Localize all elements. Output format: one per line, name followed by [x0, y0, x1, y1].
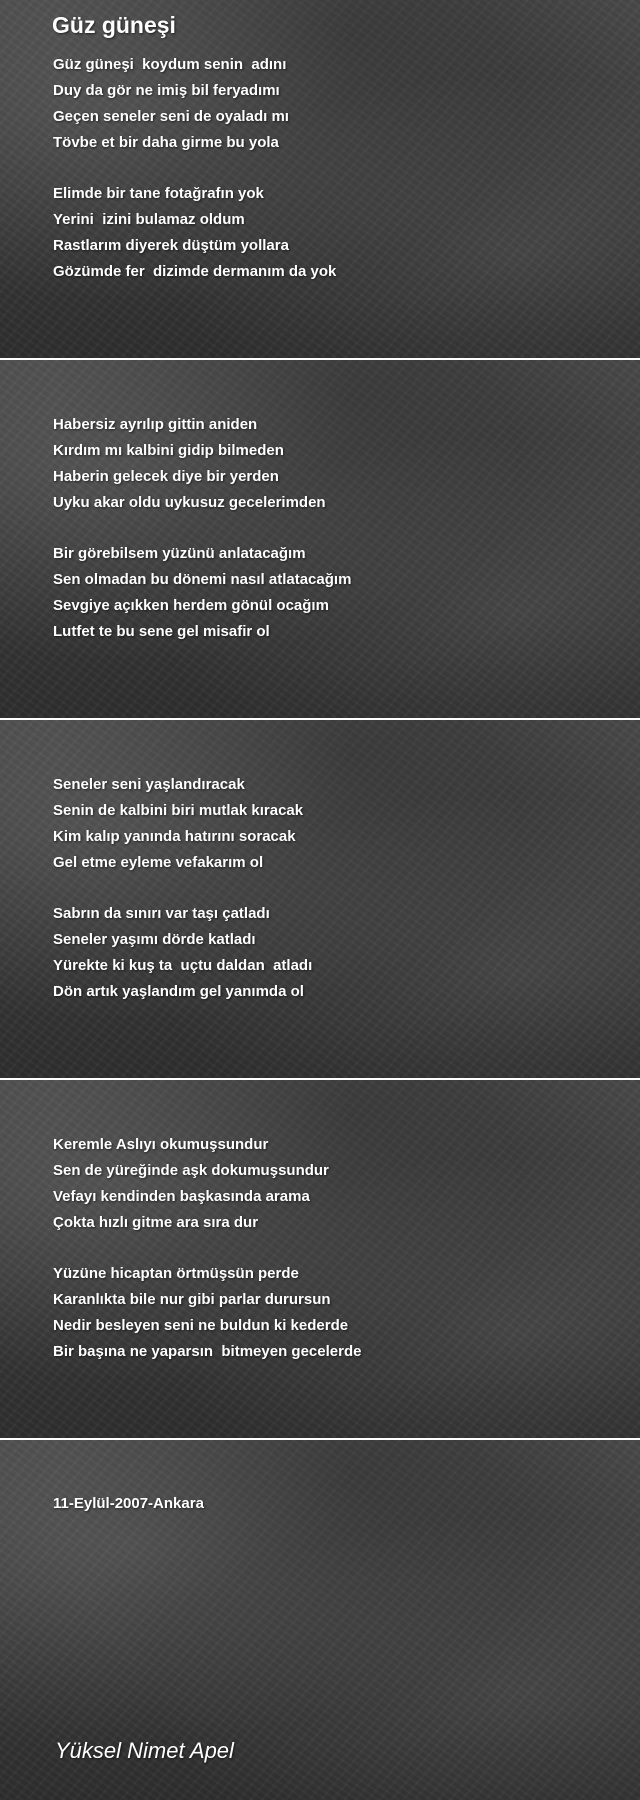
stanza-5 [53, 772, 303, 876]
verse-line: Karanlıkta bile nur gibi parlar durursun [53, 1291, 331, 1308]
verse-line: Geçen seneler seni de oyaladı mı [53, 108, 289, 125]
verse-line: Sen olmadan bu dönemi nasıl atlatacağım [53, 571, 352, 588]
verse-line: Kırdım mı kalbini gidip bilmeden [53, 442, 284, 459]
poem-panel-3 [0, 720, 640, 1078]
verse-line: Duy da gör ne imiş bil feryadımı [53, 82, 280, 99]
verse-line: Habersiz ayrılıp gittin aniden [53, 416, 258, 433]
author-name: Yüksel Nimet Apel [55, 1738, 234, 1763]
verse-line: Tövbe et bir daha girme bu yola [53, 134, 279, 151]
verse-line: Yüzüne hicaptan örtmüşsün perde [53, 1265, 299, 1282]
stanza-6 [53, 901, 312, 1005]
verse-line: Lutfet te bu sene gel misafir ol [53, 623, 270, 640]
verse-line: Yürekte ki kuş ta uçtu daldan atladı [53, 957, 313, 974]
verse-line: Güz güneşi koydum senin adını [53, 56, 287, 73]
verse-line: Senin de kalbini biri mutlak kıracak [53, 802, 304, 819]
verse-line: Gözümde fer dizimde dermanım da yok [53, 263, 337, 280]
verse-line: Dön artık yaşlandım gel yanımda ol [53, 983, 304, 1000]
verse-line: Nedir besleyen seni ne buldun ki kederde [53, 1317, 349, 1334]
verse-line: Çokta hızlı gitme ara sıra dur [53, 1214, 259, 1231]
verse-line: Vefayı kendinden başkasında arama [53, 1188, 310, 1205]
poem-panel-5 [0, 1440, 640, 1800]
verse-line: Sevgiye açıkken herdem gönül ocağım [53, 597, 329, 614]
verse-line: Bir görebilsem yüzünü anlatacağım [53, 545, 306, 562]
poem-panel-1 [0, 0, 640, 358]
verse-line: Sabrın da sınırı var taşı çatladı [53, 905, 270, 922]
verse-line: Haberin gelecek diye bir yerden [53, 468, 279, 485]
verse-line: Uyku akar oldu uykusuz gecelerimden [53, 494, 326, 511]
verse-line: Sen de yüreğinde aşk dokumuşsundur [53, 1162, 329, 1179]
stanza-8 [53, 1261, 361, 1365]
verse-line: Elimde bir tane fotağrafın yok [53, 185, 264, 202]
stanza-7 [53, 1132, 329, 1236]
verse-line: Seneler seni yaşlandıracak [53, 776, 245, 793]
poem-title: Güz güneşi [52, 12, 176, 38]
verse-line: Bir başına ne yaparsın bitmeyen gecelerde [53, 1343, 362, 1360]
verse-line: Keremle Aslıyı okumuşsundur [53, 1136, 269, 1153]
verse-line: Kim kalıp yanında hatırını soracak [53, 828, 296, 845]
stanza-3 [53, 412, 326, 516]
stanza-2 [53, 181, 336, 285]
poem-panel-4 [0, 1080, 640, 1438]
verse-line: Rastlarım diyerek düştüm yollara [53, 237, 289, 254]
stanza-1 [53, 52, 289, 156]
poem-panel-2 [0, 360, 640, 718]
verse-line: Seneler yaşımı dörde katladı [53, 931, 256, 948]
verse-line: Gel etme eyleme vefakarım ol [53, 854, 264, 871]
verse-line: Yerini izini bulamaz oldum [53, 211, 245, 228]
stanza-4 [53, 541, 351, 645]
date-place: 11-Eylül-2007-Ankara [53, 1495, 204, 1512]
